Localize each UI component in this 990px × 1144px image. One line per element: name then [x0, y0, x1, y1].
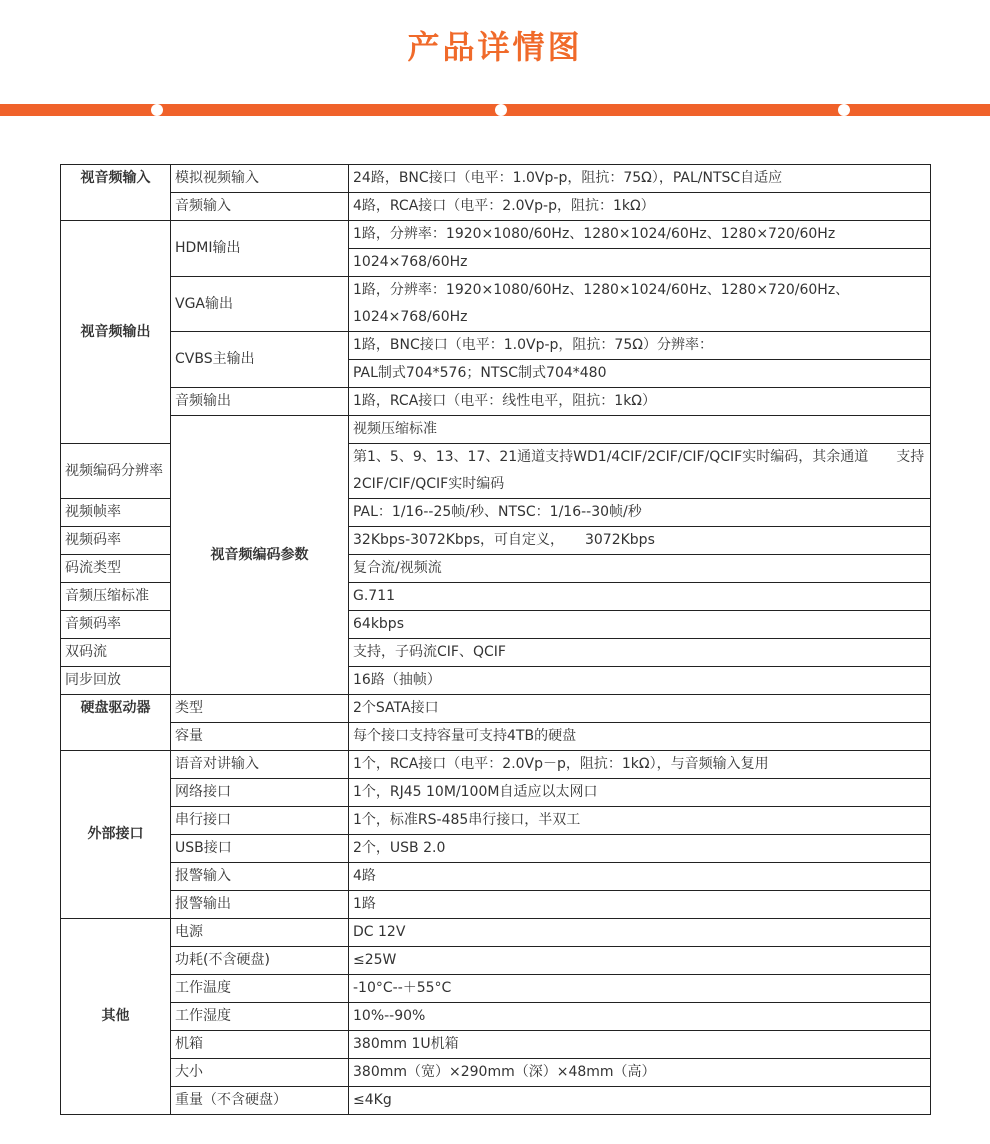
param-name: 视频编码分辨率	[61, 444, 171, 499]
param-name: 功耗(不含硬盘)	[171, 947, 349, 975]
table-row	[61, 919, 931, 947]
table-row	[61, 751, 931, 779]
param-value: 每个接口支持容量可支持4TB的硬盘	[349, 723, 931, 751]
spec-table	[60, 164, 931, 1115]
divider-dot	[495, 104, 507, 116]
param-name: 码流类型	[61, 555, 171, 583]
param-value: 1个，RCA接口（电平：2.0Vp－p，阻抗：1kΩ），与音频输入复用	[349, 751, 931, 779]
param-name: 视频压缩标准	[349, 416, 931, 444]
table-row	[61, 695, 931, 723]
category-cell: 外部接口	[61, 751, 171, 919]
table-row	[61, 947, 931, 975]
param-value: 64kbps	[349, 611, 931, 639]
param-name: 电源	[171, 919, 349, 947]
table-row	[61, 416, 931, 444]
table-row	[61, 332, 931, 360]
divider-dot	[151, 104, 163, 116]
category-cell: 视音频输出	[61, 221, 171, 444]
param-name: 同步回放	[61, 667, 171, 695]
param-name: 容量	[171, 723, 349, 751]
param-value: 4路	[349, 863, 931, 891]
param-value: 1路，分辨率：1920×1080/60Hz、1280×1024/60Hz、1280×720/60Hz	[349, 221, 931, 249]
divider-dot	[838, 104, 850, 116]
table-row	[61, 779, 931, 807]
param-name: 报警输出	[171, 891, 349, 919]
param-value: 2个，USB 2.0	[349, 835, 931, 863]
table-row	[61, 1003, 931, 1031]
param-value: 1个，RJ45 10M/100M自适应以太网口	[349, 779, 931, 807]
param-name: 视频码率	[61, 527, 171, 555]
table-row	[61, 165, 931, 193]
param-value: 2个SATA接口	[349, 695, 931, 723]
param-value: 10%--90%	[349, 1003, 931, 1031]
table-row	[61, 807, 931, 835]
param-value: 380mm（宽）×290mm（深）×48mm（高）	[349, 1059, 931, 1087]
param-name: 音频压缩标准	[61, 583, 171, 611]
param-name: 模拟视频输入	[171, 165, 349, 193]
param-value: 32Kbps-3072Kbps，可自定义， 3072Kbps	[349, 527, 931, 555]
table-row	[61, 193, 931, 221]
param-name: 机箱	[171, 1031, 349, 1059]
param-value: 380mm 1U机箱	[349, 1031, 931, 1059]
param-name: CVBS主输出	[171, 332, 349, 388]
category-cell: 其他	[61, 919, 171, 1115]
param-value: DC 12V	[349, 919, 931, 947]
param-value: 1路	[349, 891, 931, 919]
page-title: 产品详情图	[407, 28, 583, 66]
param-name: HDMI输出	[171, 221, 349, 277]
param-value: 复合流/视频流	[349, 555, 931, 583]
param-value: G.711	[349, 583, 931, 611]
param-name: 语音对讲输入	[171, 751, 349, 779]
param-name: 音频输入	[171, 193, 349, 221]
param-name: 重量（不含硬盘）	[171, 1087, 349, 1115]
param-name: USB接口	[171, 835, 349, 863]
param-value: -10°C--＋55°C	[349, 975, 931, 1003]
param-value: 支持，子码流CIF、QCIF	[349, 639, 931, 667]
table-row	[61, 1087, 931, 1115]
param-name: 视频帧率	[61, 499, 171, 527]
param-value: 1路，BNC接口（电平：1.0Vp-p，阻抗：75Ω）分辨率：	[349, 332, 931, 360]
table-row	[61, 1031, 931, 1059]
param-name: 音频码率	[61, 611, 171, 639]
table-row	[61, 835, 931, 863]
param-value: PAL：1/16--25帧/秒、NTSC：1/16--30帧/秒	[349, 499, 931, 527]
param-value: 24路，BNC接口（电平：1.0Vp-p，阻抗：75Ω），PAL/NTSC自适应	[349, 165, 931, 193]
param-value: 1024×768/60Hz	[349, 249, 931, 277]
param-name: 双码流	[61, 639, 171, 667]
param-value: 4路，RCA接口（电平：2.0Vp-p，阻抗：1kΩ）	[349, 193, 931, 221]
table-row	[61, 723, 931, 751]
param-name: 大小	[171, 1059, 349, 1087]
param-value: 1个，标准RS-485串行接口，半双工	[349, 807, 931, 835]
table-row	[61, 1059, 931, 1087]
table-row	[61, 975, 931, 1003]
param-name: 网络接口	[171, 779, 349, 807]
param-value: PAL制式704*576；NTSC制式704*480	[349, 360, 931, 388]
param-value: ≤25W	[349, 947, 931, 975]
param-value: 16路（抽帧）	[349, 667, 931, 695]
table-row	[61, 277, 931, 332]
param-name: 音频输出	[171, 388, 349, 416]
table-row	[61, 863, 931, 891]
param-name: 类型	[171, 695, 349, 723]
category-cell: 硬盘驱动器	[61, 695, 171, 751]
category-cell: 视音频编码参数	[171, 416, 349, 695]
category-cell: 视音频输入	[61, 165, 171, 221]
param-name: VGA输出	[171, 277, 349, 332]
param-name: 串行接口	[171, 807, 349, 835]
table-row	[61, 388, 931, 416]
param-name: 工作温度	[171, 975, 349, 1003]
table-row	[61, 891, 931, 919]
param-value: 1路，分辨率：1920×1080/60Hz、1280×1024/60Hz、1280×720/60Hz、1024×768/60Hz	[349, 277, 931, 332]
table-row	[61, 221, 931, 249]
param-value: 第1、5、9、13、17、21通道支持WD1/4CIF/2CIF/CIF/QCIF实时编码，其余通道 支持2CIF/CIF/QCIF实时编码	[349, 444, 931, 499]
param-value: 1路，RCA接口（电平：线性电平，阻抗：1kΩ）	[349, 388, 931, 416]
param-name: 工作湿度	[171, 1003, 349, 1031]
param-name: 报警输入	[171, 863, 349, 891]
param-value: ≤4Kg	[349, 1087, 931, 1115]
